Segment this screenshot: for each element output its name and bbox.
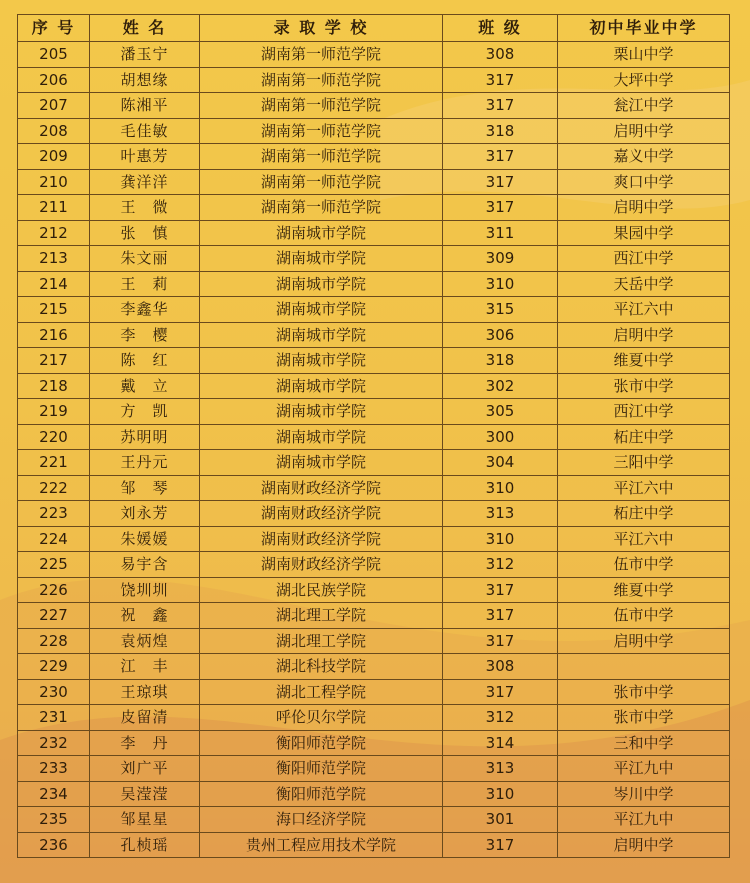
cell-name: 刘广平	[90, 756, 200, 782]
cell-class: 302	[443, 373, 558, 399]
table-row	[18, 577, 730, 603]
cell-no: 212	[18, 220, 90, 246]
cell-no: 210	[18, 169, 90, 195]
cell-school: 湖南第一师范学院	[200, 118, 443, 144]
cell-class: 305	[443, 399, 558, 425]
cell-name: 戴 立	[90, 373, 200, 399]
cell-school: 湖南第一师范学院	[200, 144, 443, 170]
cell-name: 祝 鑫	[90, 603, 200, 629]
cell-name: 邹 琴	[90, 475, 200, 501]
cell-name: 江 丰	[90, 654, 200, 680]
cell-no: 230	[18, 679, 90, 705]
header-name: 姓 名	[90, 15, 200, 42]
cell-school: 呼伦贝尔学院	[200, 705, 443, 731]
table-row	[18, 654, 730, 680]
table-row	[18, 399, 730, 425]
cell-middle-school: 柘庄中学	[558, 424, 730, 450]
cell-class: 317	[443, 67, 558, 93]
cell-middle-school: 平江六中	[558, 297, 730, 323]
cell-school: 湖南财政经济学院	[200, 552, 443, 578]
cell-class: 309	[443, 246, 558, 272]
cell-school: 湖北民族学院	[200, 577, 443, 603]
cell-name: 皮留清	[90, 705, 200, 731]
cell-name: 苏明明	[90, 424, 200, 450]
cell-name: 李 丹	[90, 730, 200, 756]
cell-name: 王 莉	[90, 271, 200, 297]
cell-no: 233	[18, 756, 90, 782]
cell-school: 湖北工程学院	[200, 679, 443, 705]
cell-middle-school: 平江六中	[558, 526, 730, 552]
cell-no: 214	[18, 271, 90, 297]
cell-school: 湖南城市学院	[200, 399, 443, 425]
cell-middle-school: 天岳中学	[558, 271, 730, 297]
cell-name: 毛佳敏	[90, 118, 200, 144]
cell-school: 衡阳师范学院	[200, 756, 443, 782]
table-row	[18, 271, 730, 297]
cell-no: 207	[18, 93, 90, 119]
cell-school: 湖南城市学院	[200, 322, 443, 348]
cell-class: 317	[443, 93, 558, 119]
cell-class: 310	[443, 781, 558, 807]
cell-school: 湖南第一师范学院	[200, 195, 443, 221]
cell-no: 222	[18, 475, 90, 501]
cell-school: 衡阳师范学院	[200, 730, 443, 756]
cell-middle-school: 维夏中学	[558, 577, 730, 603]
table-row	[18, 501, 730, 527]
cell-name: 吴滢滢	[90, 781, 200, 807]
table-row	[18, 730, 730, 756]
header-class: 班 级	[443, 15, 558, 42]
table-row	[18, 67, 730, 93]
cell-no: 209	[18, 144, 90, 170]
cell-class: 318	[443, 348, 558, 374]
cell-no: 221	[18, 450, 90, 476]
admission-table	[17, 14, 730, 858]
table-row	[18, 450, 730, 476]
cell-middle-school: 果园中学	[558, 220, 730, 246]
cell-middle-school: 瓮江中学	[558, 93, 730, 119]
cell-class: 308	[443, 654, 558, 680]
cell-middle-school: 平江六中	[558, 475, 730, 501]
cell-no: 215	[18, 297, 90, 323]
cell-name: 王 微	[90, 195, 200, 221]
cell-no: 217	[18, 348, 90, 374]
cell-middle-school: 启明中学	[558, 832, 730, 858]
cell-name: 李 樱	[90, 322, 200, 348]
cell-middle-school: 三阳中学	[558, 450, 730, 476]
cell-middle-school: 启明中学	[558, 118, 730, 144]
cell-class: 317	[443, 628, 558, 654]
cell-middle-school: 平江九中	[558, 807, 730, 833]
cell-name: 胡想缘	[90, 67, 200, 93]
cell-no: 225	[18, 552, 90, 578]
cell-no: 231	[18, 705, 90, 731]
cell-school: 海口经济学院	[200, 807, 443, 833]
cell-class: 317	[443, 169, 558, 195]
cell-school: 湖北科技学院	[200, 654, 443, 680]
table-row	[18, 373, 730, 399]
cell-no: 206	[18, 67, 90, 93]
cell-school: 湖南财政经济学院	[200, 475, 443, 501]
cell-class: 317	[443, 577, 558, 603]
cell-class: 318	[443, 118, 558, 144]
table-row	[18, 93, 730, 119]
cell-middle-school: 启明中学	[558, 322, 730, 348]
cell-class: 300	[443, 424, 558, 450]
cell-school: 湖南第一师范学院	[200, 42, 443, 68]
cell-school: 衡阳师范学院	[200, 781, 443, 807]
table-row	[18, 118, 730, 144]
cell-name: 陈湘平	[90, 93, 200, 119]
cell-class: 317	[443, 679, 558, 705]
cell-middle-school: 张市中学	[558, 679, 730, 705]
cell-school: 湖南第一师范学院	[200, 93, 443, 119]
cell-school: 湖南城市学院	[200, 246, 443, 272]
cell-name: 王琼琪	[90, 679, 200, 705]
table-row	[18, 220, 730, 246]
cell-class: 312	[443, 705, 558, 731]
cell-no: 216	[18, 322, 90, 348]
cell-class: 313	[443, 501, 558, 527]
table-header-row	[18, 15, 730, 42]
table-row	[18, 169, 730, 195]
cell-class: 317	[443, 195, 558, 221]
cell-middle-school: 三和中学	[558, 730, 730, 756]
cell-class: 312	[443, 552, 558, 578]
cell-no: 219	[18, 399, 90, 425]
header-middle-school: 初中毕业中学	[558, 15, 730, 42]
table-row	[18, 781, 730, 807]
cell-name: 朱文丽	[90, 246, 200, 272]
cell-no: 205	[18, 42, 90, 68]
cell-middle-school: 大坪中学	[558, 67, 730, 93]
table-row	[18, 246, 730, 272]
table-row	[18, 756, 730, 782]
cell-name: 方 凯	[90, 399, 200, 425]
cell-middle-school: 西江中学	[558, 399, 730, 425]
cell-name: 张 慎	[90, 220, 200, 246]
cell-middle-school: 平江九中	[558, 756, 730, 782]
cell-name: 邹星星	[90, 807, 200, 833]
cell-no: 228	[18, 628, 90, 654]
cell-no: 227	[18, 603, 90, 629]
cell-name: 潘玉宁	[90, 42, 200, 68]
table-row	[18, 424, 730, 450]
cell-class: 310	[443, 475, 558, 501]
table-row	[18, 144, 730, 170]
cell-name: 叶惠芳	[90, 144, 200, 170]
table-row	[18, 322, 730, 348]
cell-middle-school: 启明中学	[558, 195, 730, 221]
cell-school: 湖南城市学院	[200, 348, 443, 374]
cell-name: 易宇含	[90, 552, 200, 578]
cell-no: 208	[18, 118, 90, 144]
cell-class: 310	[443, 526, 558, 552]
cell-class: 310	[443, 271, 558, 297]
cell-no: 218	[18, 373, 90, 399]
cell-school: 湖北理工学院	[200, 628, 443, 654]
cell-name: 饶圳圳	[90, 577, 200, 603]
cell-no: 232	[18, 730, 90, 756]
cell-class: 317	[443, 144, 558, 170]
table-row	[18, 628, 730, 654]
cell-middle-school: 柘庄中学	[558, 501, 730, 527]
cell-no: 223	[18, 501, 90, 527]
cell-name: 刘永芳	[90, 501, 200, 527]
cell-name: 袁炳煌	[90, 628, 200, 654]
cell-name: 王丹元	[90, 450, 200, 476]
cell-name: 陈 红	[90, 348, 200, 374]
cell-school: 湖南城市学院	[200, 450, 443, 476]
cell-school: 湖南第一师范学院	[200, 67, 443, 93]
cell-middle-school: 张市中学	[558, 373, 730, 399]
cell-name: 孔桢瑶	[90, 832, 200, 858]
cell-middle-school: 启明中学	[558, 628, 730, 654]
cell-class: 311	[443, 220, 558, 246]
cell-middle-school: 岑川中学	[558, 781, 730, 807]
cell-no: 213	[18, 246, 90, 272]
cell-middle-school: 栗山中学	[558, 42, 730, 68]
table-row	[18, 526, 730, 552]
cell-middle-school: 维夏中学	[558, 348, 730, 374]
header-no: 序 号	[18, 15, 90, 42]
cell-middle-school: 西江中学	[558, 246, 730, 272]
cell-middle-school: 嘉义中学	[558, 144, 730, 170]
cell-school: 湖南城市学院	[200, 220, 443, 246]
cell-school: 湖南财政经济学院	[200, 501, 443, 527]
cell-class: 304	[443, 450, 558, 476]
cell-name: 龚洋洋	[90, 169, 200, 195]
table-row	[18, 705, 730, 731]
cell-school: 湖南财政经济学院	[200, 526, 443, 552]
table-row	[18, 297, 730, 323]
table-row	[18, 679, 730, 705]
table-row	[18, 348, 730, 374]
cell-class: 313	[443, 756, 558, 782]
cell-class: 317	[443, 603, 558, 629]
cell-name: 李鑫华	[90, 297, 200, 323]
table-row	[18, 42, 730, 68]
cell-no: 229	[18, 654, 90, 680]
cell-no: 234	[18, 781, 90, 807]
cell-school: 湖南城市学院	[200, 373, 443, 399]
header-school: 录 取 学 校	[200, 15, 443, 42]
cell-class: 317	[443, 832, 558, 858]
table-row	[18, 552, 730, 578]
table-row	[18, 807, 730, 833]
cell-no: 220	[18, 424, 90, 450]
cell-school: 湖南城市学院	[200, 424, 443, 450]
cell-school: 湖南第一师范学院	[200, 169, 443, 195]
cell-middle-school: 伍市中学	[558, 552, 730, 578]
table-row	[18, 475, 730, 501]
cell-class: 301	[443, 807, 558, 833]
cell-school: 湖北理工学院	[200, 603, 443, 629]
table-row	[18, 603, 730, 629]
cell-class: 308	[443, 42, 558, 68]
cell-no: 235	[18, 807, 90, 833]
cell-school: 湖南城市学院	[200, 271, 443, 297]
cell-middle-school: 伍市中学	[558, 603, 730, 629]
cell-no: 226	[18, 577, 90, 603]
cell-no: 236	[18, 832, 90, 858]
cell-middle-school	[558, 654, 730, 680]
cell-middle-school: 张市中学	[558, 705, 730, 731]
cell-school: 贵州工程应用技术学院	[200, 832, 443, 858]
cell-school: 湖南城市学院	[200, 297, 443, 323]
cell-class: 314	[443, 730, 558, 756]
cell-class: 315	[443, 297, 558, 323]
table-row	[18, 195, 730, 221]
cell-middle-school: 爽口中学	[558, 169, 730, 195]
cell-no: 224	[18, 526, 90, 552]
table-row	[18, 832, 730, 858]
cell-name: 朱媛媛	[90, 526, 200, 552]
cell-no: 211	[18, 195, 90, 221]
cell-class: 306	[443, 322, 558, 348]
